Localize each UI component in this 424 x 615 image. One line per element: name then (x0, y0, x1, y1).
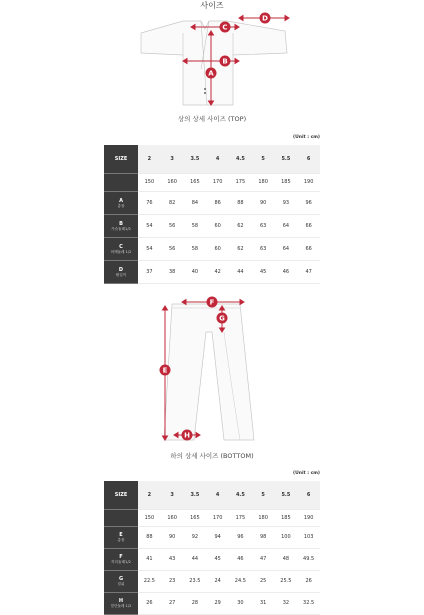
table-row (104, 592, 320, 614)
table-cell: 93 (275, 192, 298, 215)
label-g: G (219, 314, 225, 323)
table-cell: 41 (138, 548, 161, 570)
table-cell: 23 (161, 570, 184, 592)
table-row (104, 548, 320, 570)
table-cell: 42 (206, 261, 229, 284)
table-cell: 3 (161, 481, 184, 509)
row-name: 총장 (117, 203, 125, 208)
table-cell: 22.5 (138, 570, 161, 592)
table-cell: 27 (161, 592, 184, 614)
height-row (104, 173, 320, 192)
table-cell: 62 (229, 238, 252, 261)
row-letter: G (118, 575, 124, 582)
table-cell: 170 (206, 509, 229, 526)
table-cell: 6 (297, 481, 320, 509)
table-cell: 58 (184, 215, 207, 238)
table-cell: 58 (184, 238, 207, 261)
table-cell: 98 (252, 526, 275, 548)
table-cell: 165 (184, 173, 207, 192)
table-cell: 5 (252, 481, 275, 509)
table-cell: 66 (297, 215, 320, 238)
table-cell: 63 (252, 215, 275, 238)
table-cell: 30 (229, 592, 252, 614)
table-cell: 96 (229, 526, 252, 548)
row-name: 가슴둘레1/2 (111, 226, 131, 231)
row-letter: A (119, 197, 123, 204)
table-cell: 4.5 (229, 481, 252, 509)
table-cell: 84 (184, 192, 207, 215)
label-f: F (209, 298, 215, 307)
table-cell: 29 (206, 592, 229, 614)
table-cell: 100 (275, 526, 298, 548)
table-cell: 88 (229, 192, 252, 215)
table-cell: 54 (138, 238, 161, 261)
table-cell: 76 (138, 192, 161, 215)
table-cell: 24 (206, 570, 229, 592)
row-name: 어깨둘레 1/2 (110, 249, 132, 254)
table-cell: 60 (206, 238, 229, 261)
table-cell: 25 (252, 570, 275, 592)
size-row (104, 145, 320, 173)
label-a: A (208, 69, 214, 78)
table-cell: 47 (297, 261, 320, 284)
label-b: B (222, 57, 228, 66)
table-cell: 48 (275, 548, 298, 570)
table-cell: 47 (252, 548, 275, 570)
row-letter: F (119, 553, 123, 560)
bottom-caption: 하의 상세 사이즈 (BOTTOM) (170, 452, 254, 460)
table-cell: 4.5 (229, 145, 252, 173)
table-row (104, 261, 320, 284)
table-cell: 37 (138, 261, 161, 284)
table-cell: 96 (297, 192, 320, 215)
table-cell: 180 (252, 509, 275, 526)
label-h: H (184, 431, 190, 440)
table-cell: 150 (138, 173, 161, 192)
table-cell: 175 (229, 173, 252, 192)
label-d: D (262, 14, 268, 23)
table-cell: 45 (252, 261, 275, 284)
row-name: 총장 (117, 537, 125, 542)
table-cell: 3.5 (184, 481, 207, 509)
table-cell: 3.5 (184, 145, 207, 173)
top-size-table (104, 145, 320, 284)
size-header: SIZE (104, 145, 138, 173)
table-cell: 60 (206, 215, 229, 238)
row-letter: B (119, 220, 123, 227)
row-letter: H (118, 597, 124, 604)
table-cell: 46 (229, 548, 252, 570)
size-row (104, 481, 320, 509)
row-letter: D (118, 266, 124, 273)
row-name: 팔길이 (115, 272, 127, 277)
table-cell: 150 (138, 509, 161, 526)
table-cell: 62 (229, 215, 252, 238)
table-cell: 38 (161, 261, 184, 284)
jacket-diagram (135, 9, 295, 113)
table-cell: 185 (275, 509, 298, 526)
table-cell: 88 (138, 526, 161, 548)
table-row (104, 570, 320, 592)
size-header: SIZE (104, 481, 138, 509)
table-cell: 24.5 (229, 570, 252, 592)
bottom-size-table (104, 481, 320, 615)
table-cell: 46 (275, 261, 298, 284)
table-cell: 5.5 (275, 481, 298, 509)
table-row (104, 526, 320, 548)
label-e: E (162, 366, 168, 375)
table-cell: 4 (206, 481, 229, 509)
row-name: 밑위 (117, 581, 125, 586)
table-cell: 26 (297, 570, 320, 592)
table-cell: 66 (297, 238, 320, 261)
table-cell: 165 (184, 509, 207, 526)
table-cell: 185 (275, 173, 298, 192)
table-cell: 190 (297, 173, 320, 192)
table-cell: 25.5 (275, 570, 298, 592)
table-cell: 2 (138, 481, 161, 509)
table-cell: 3 (161, 145, 184, 173)
page-title: 사이즈 (200, 1, 224, 10)
table-cell: 45 (206, 548, 229, 570)
table-cell: 56 (161, 215, 184, 238)
table-cell: 32.5 (297, 592, 320, 614)
table-cell: 86 (206, 192, 229, 215)
table-cell: 190 (297, 509, 320, 526)
table-cell: 23.5 (184, 570, 207, 592)
table-cell: 170 (206, 173, 229, 192)
table-cell: 4 (206, 145, 229, 173)
table-cell: 175 (229, 509, 252, 526)
table-cell: 31 (252, 592, 275, 614)
table-cell: 160 (161, 173, 184, 192)
row-name: 허리둘레1/2 (111, 559, 131, 564)
table-cell: 54 (138, 215, 161, 238)
row-letter: E (119, 531, 123, 538)
pants-diagram (150, 292, 270, 444)
top-caption: 상의 상세 사이즈 (TOP) (177, 115, 247, 123)
table-cell: 32 (275, 592, 298, 614)
table-cell: 40 (184, 261, 207, 284)
table-cell: 103 (297, 526, 320, 548)
table-cell: 64 (275, 215, 298, 238)
row-letter: C (119, 243, 123, 250)
table-cell: 49.5 (297, 548, 320, 570)
table-cell: 2 (138, 145, 161, 173)
row-name: 밑단둘레 1/2 (110, 603, 132, 608)
table-cell: 5.5 (275, 145, 298, 173)
table-cell: 44 (184, 548, 207, 570)
table-cell: 94 (206, 526, 229, 548)
table-cell: 43 (161, 548, 184, 570)
table-cell: 90 (252, 192, 275, 215)
table-cell: 28 (184, 592, 207, 614)
table-row (104, 192, 320, 215)
table-cell: 44 (229, 261, 252, 284)
table-cell: 82 (161, 192, 184, 215)
table-cell: 5 (252, 145, 275, 173)
label-c: C (222, 23, 228, 32)
table-cell: 56 (161, 238, 184, 261)
table-row (104, 238, 320, 261)
bottom-unit: (Unit : cm) (293, 471, 320, 476)
table-cell: 63 (252, 238, 275, 261)
jacket-label-c (220, 22, 231, 33)
top-unit: (Unit : cm) (293, 135, 320, 140)
table-cell: 6 (297, 145, 320, 173)
table-cell: 160 (161, 509, 184, 526)
table-cell: 90 (161, 526, 184, 548)
height-row (104, 509, 320, 526)
table-cell: 92 (184, 526, 207, 548)
table-cell: 26 (138, 592, 161, 614)
table-cell: 64 (275, 238, 298, 261)
table-cell: 180 (252, 173, 275, 192)
table-row (104, 215, 320, 238)
